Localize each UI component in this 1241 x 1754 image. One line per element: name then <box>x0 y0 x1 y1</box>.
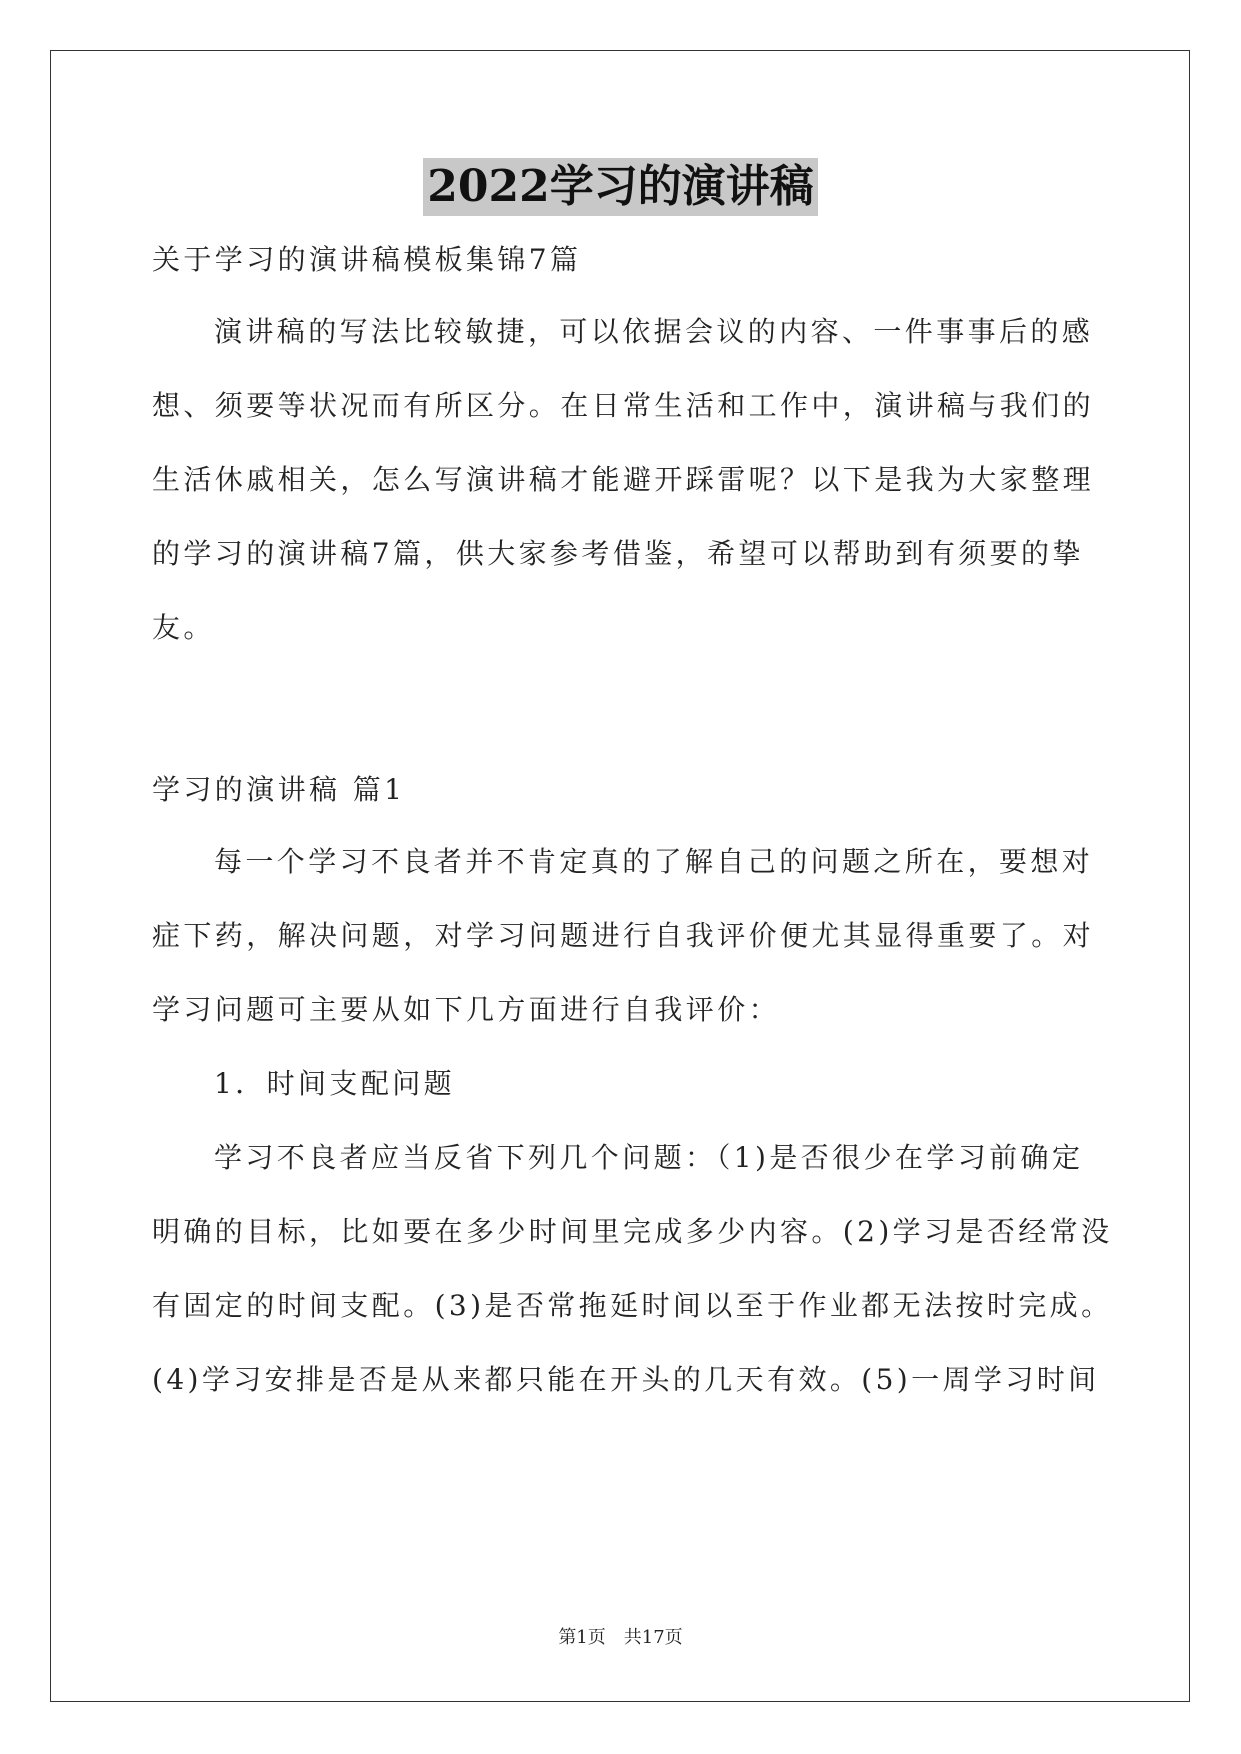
title-wrapper <box>0 158 1241 216</box>
paragraph-line: 明确的目标，比如要在多少时间里完成多少内容。(2)学习是否经常没 <box>152 1215 1113 1248</box>
section-heading: 学习的演讲稿 篇1 <box>152 773 406 806</box>
document-title: 2022学习的演讲稿 <box>423 158 817 216</box>
paragraph-line: 的学习的演讲稿7篇，供大家参考借鉴，希望可以帮助到有须要的挚 <box>152 537 1084 570</box>
paragraph-line: 每一个学习不良者并不肯定真的了解自己的问题之所在，要想对 <box>214 845 1094 878</box>
paragraph-line: 学习不良者应当反省下列几个问题：（1)是否很少在学习前确定 <box>214 1141 1084 1174</box>
paragraph-line: 有固定的时间支配。(3)是否常拖延时间以至于作业都无法按时完成。 <box>152 1289 1113 1322</box>
numbered-heading: 1．时间支配问题 <box>214 1067 456 1100</box>
paragraph-line: 演讲稿的写法比较敏捷，可以依据会议的内容、一件事事后的感 <box>214 315 1094 348</box>
paragraph-line: 生活休戚相关，怎么写演讲稿才能避开踩雷呢？以下是我为大家整理 <box>152 463 1095 496</box>
paragraph-line: (4)学习安排是否是从来都只能在开头的几天有效。(5)一周学习时间 <box>152 1363 1100 1396</box>
paragraph-line: 想、须要等状况而有所区分。在日常生活和工作中，演讲稿与我们的 <box>152 389 1095 422</box>
subtitle-line: 关于学习的演讲稿模板集锦7篇 <box>152 243 582 276</box>
page-number-footer: 第1页 共17页 <box>558 1627 683 1648</box>
paragraph-line: 症下药，解决问题，对学习问题进行自我评价便尤其显得重要了。对 <box>152 919 1095 952</box>
paragraph-line: 友。 <box>152 611 215 644</box>
paragraph-line: 学习问题可主要从如下几方面进行自我评价： <box>152 993 781 1026</box>
